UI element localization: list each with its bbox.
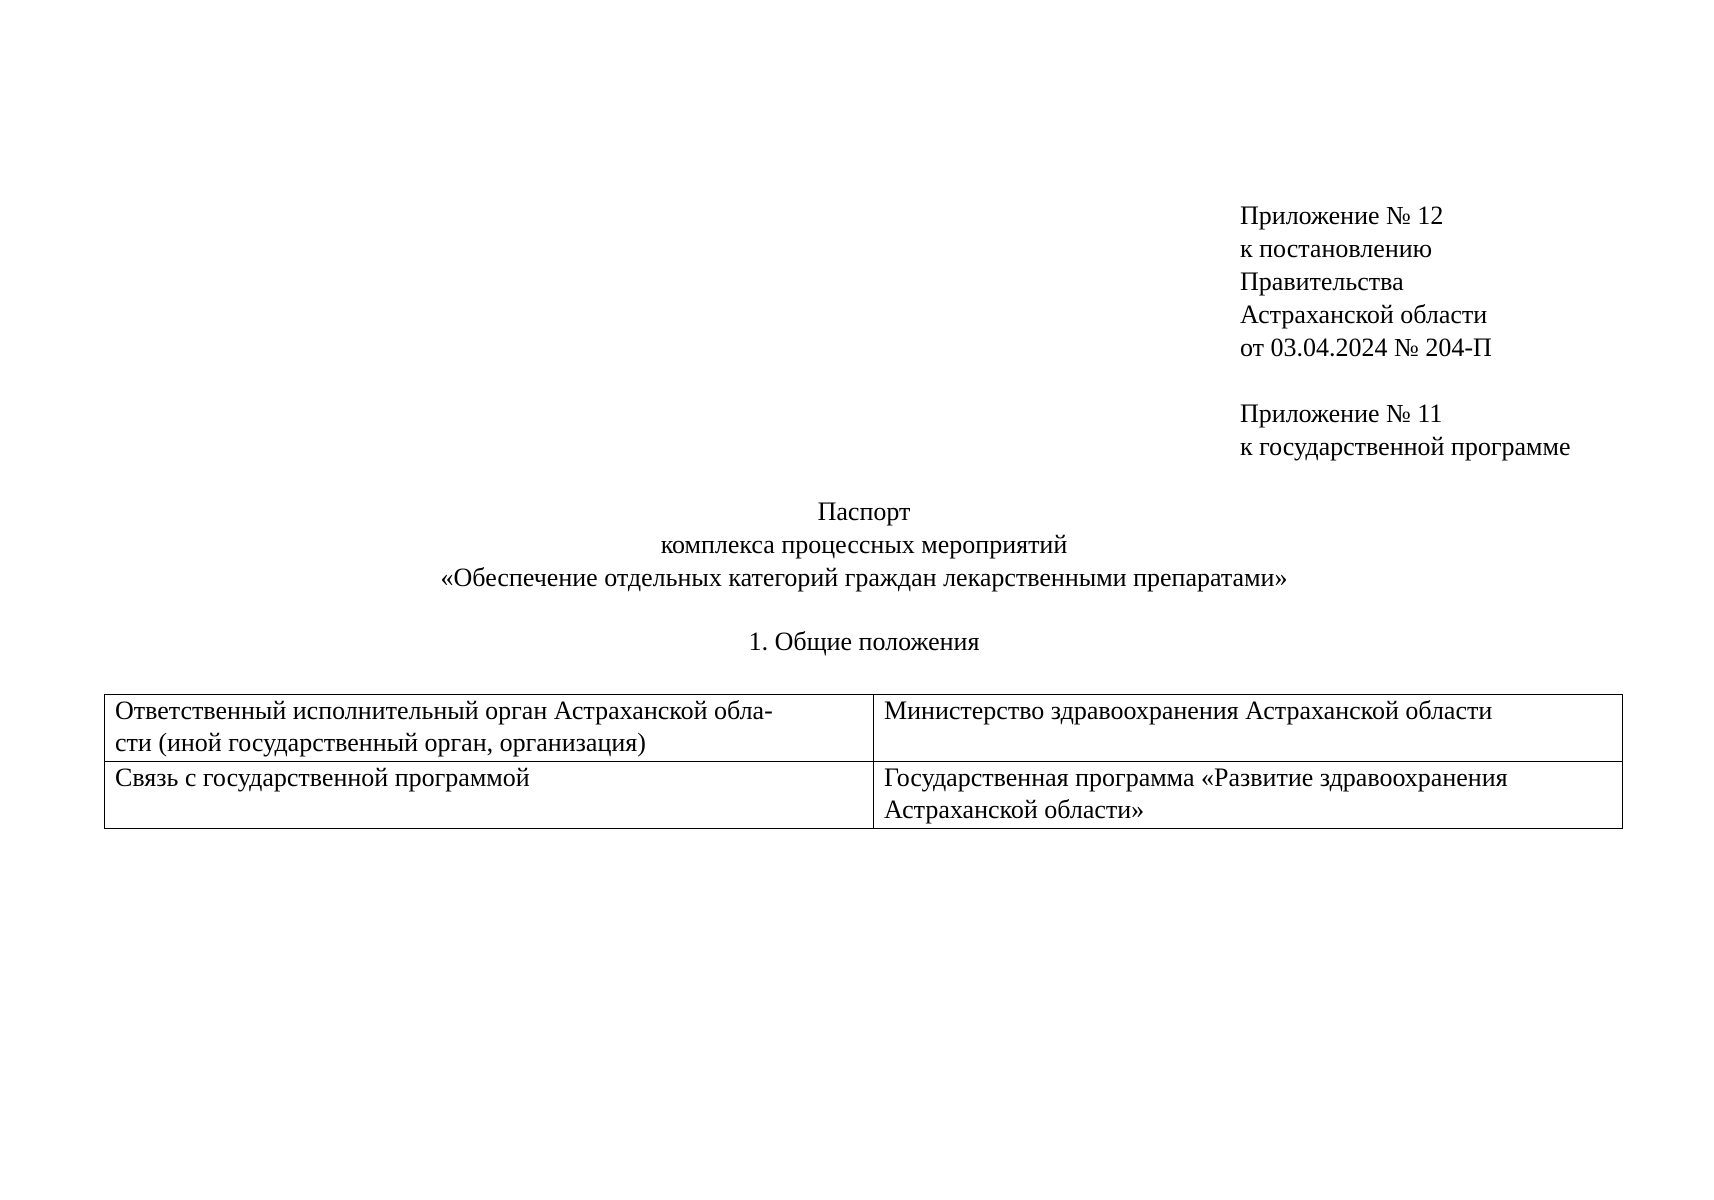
appendix-current-to-resolution: к постановлению [1240, 234, 1433, 263]
appendix-current-block [1240, 199, 1492, 364]
cell-text-line: сти (иной государственный орган, организация) [115, 728, 646, 757]
general-provisions-table [104, 694, 1623, 829]
cell-text-line: Связь с государственной программой [115, 763, 530, 792]
appendix-original-to-program: к государственной программе [1240, 432, 1571, 461]
appendix-original-block [1240, 397, 1571, 463]
cell-text-line: Министерство здравоохранения Астраханской области [884, 696, 1493, 725]
appendix-current-number: Приложение № 12 [1240, 201, 1444, 230]
section-heading [0, 625, 1714, 658]
appendix-original-number: Приложение № 11 [1240, 399, 1443, 428]
table-cell-label [105, 695, 874, 762]
cell-text-line: Астраханской области» [884, 795, 1145, 824]
table-cell-value [874, 762, 1623, 829]
passport-heading [0, 495, 1714, 594]
table-cell-label [105, 762, 874, 829]
passport-subtitle: комплекса процессных мероприятий [660, 530, 1068, 559]
appendix-current-government: Правительства [1240, 267, 1404, 296]
cell-text-line: Государственная программа «Развитие здравоохранения [884, 763, 1508, 792]
cell-text-line: Ответственный исполнительный орган Астраханской обла- [115, 696, 773, 725]
appendix-current-date: от 03.04.2024 № 204-П [1240, 333, 1492, 362]
table-row [105, 695, 1623, 762]
passport-title: Паспорт [817, 497, 911, 526]
table-row [105, 762, 1623, 829]
passport-name: «Обеспечение отдельных категорий граждан лекарственными препаратами» [440, 563, 1288, 592]
table-cell-value [874, 695, 1623, 762]
appendix-current-region: Астраханской области [1240, 300, 1488, 329]
section-title: 1. Общие положения [748, 627, 980, 656]
